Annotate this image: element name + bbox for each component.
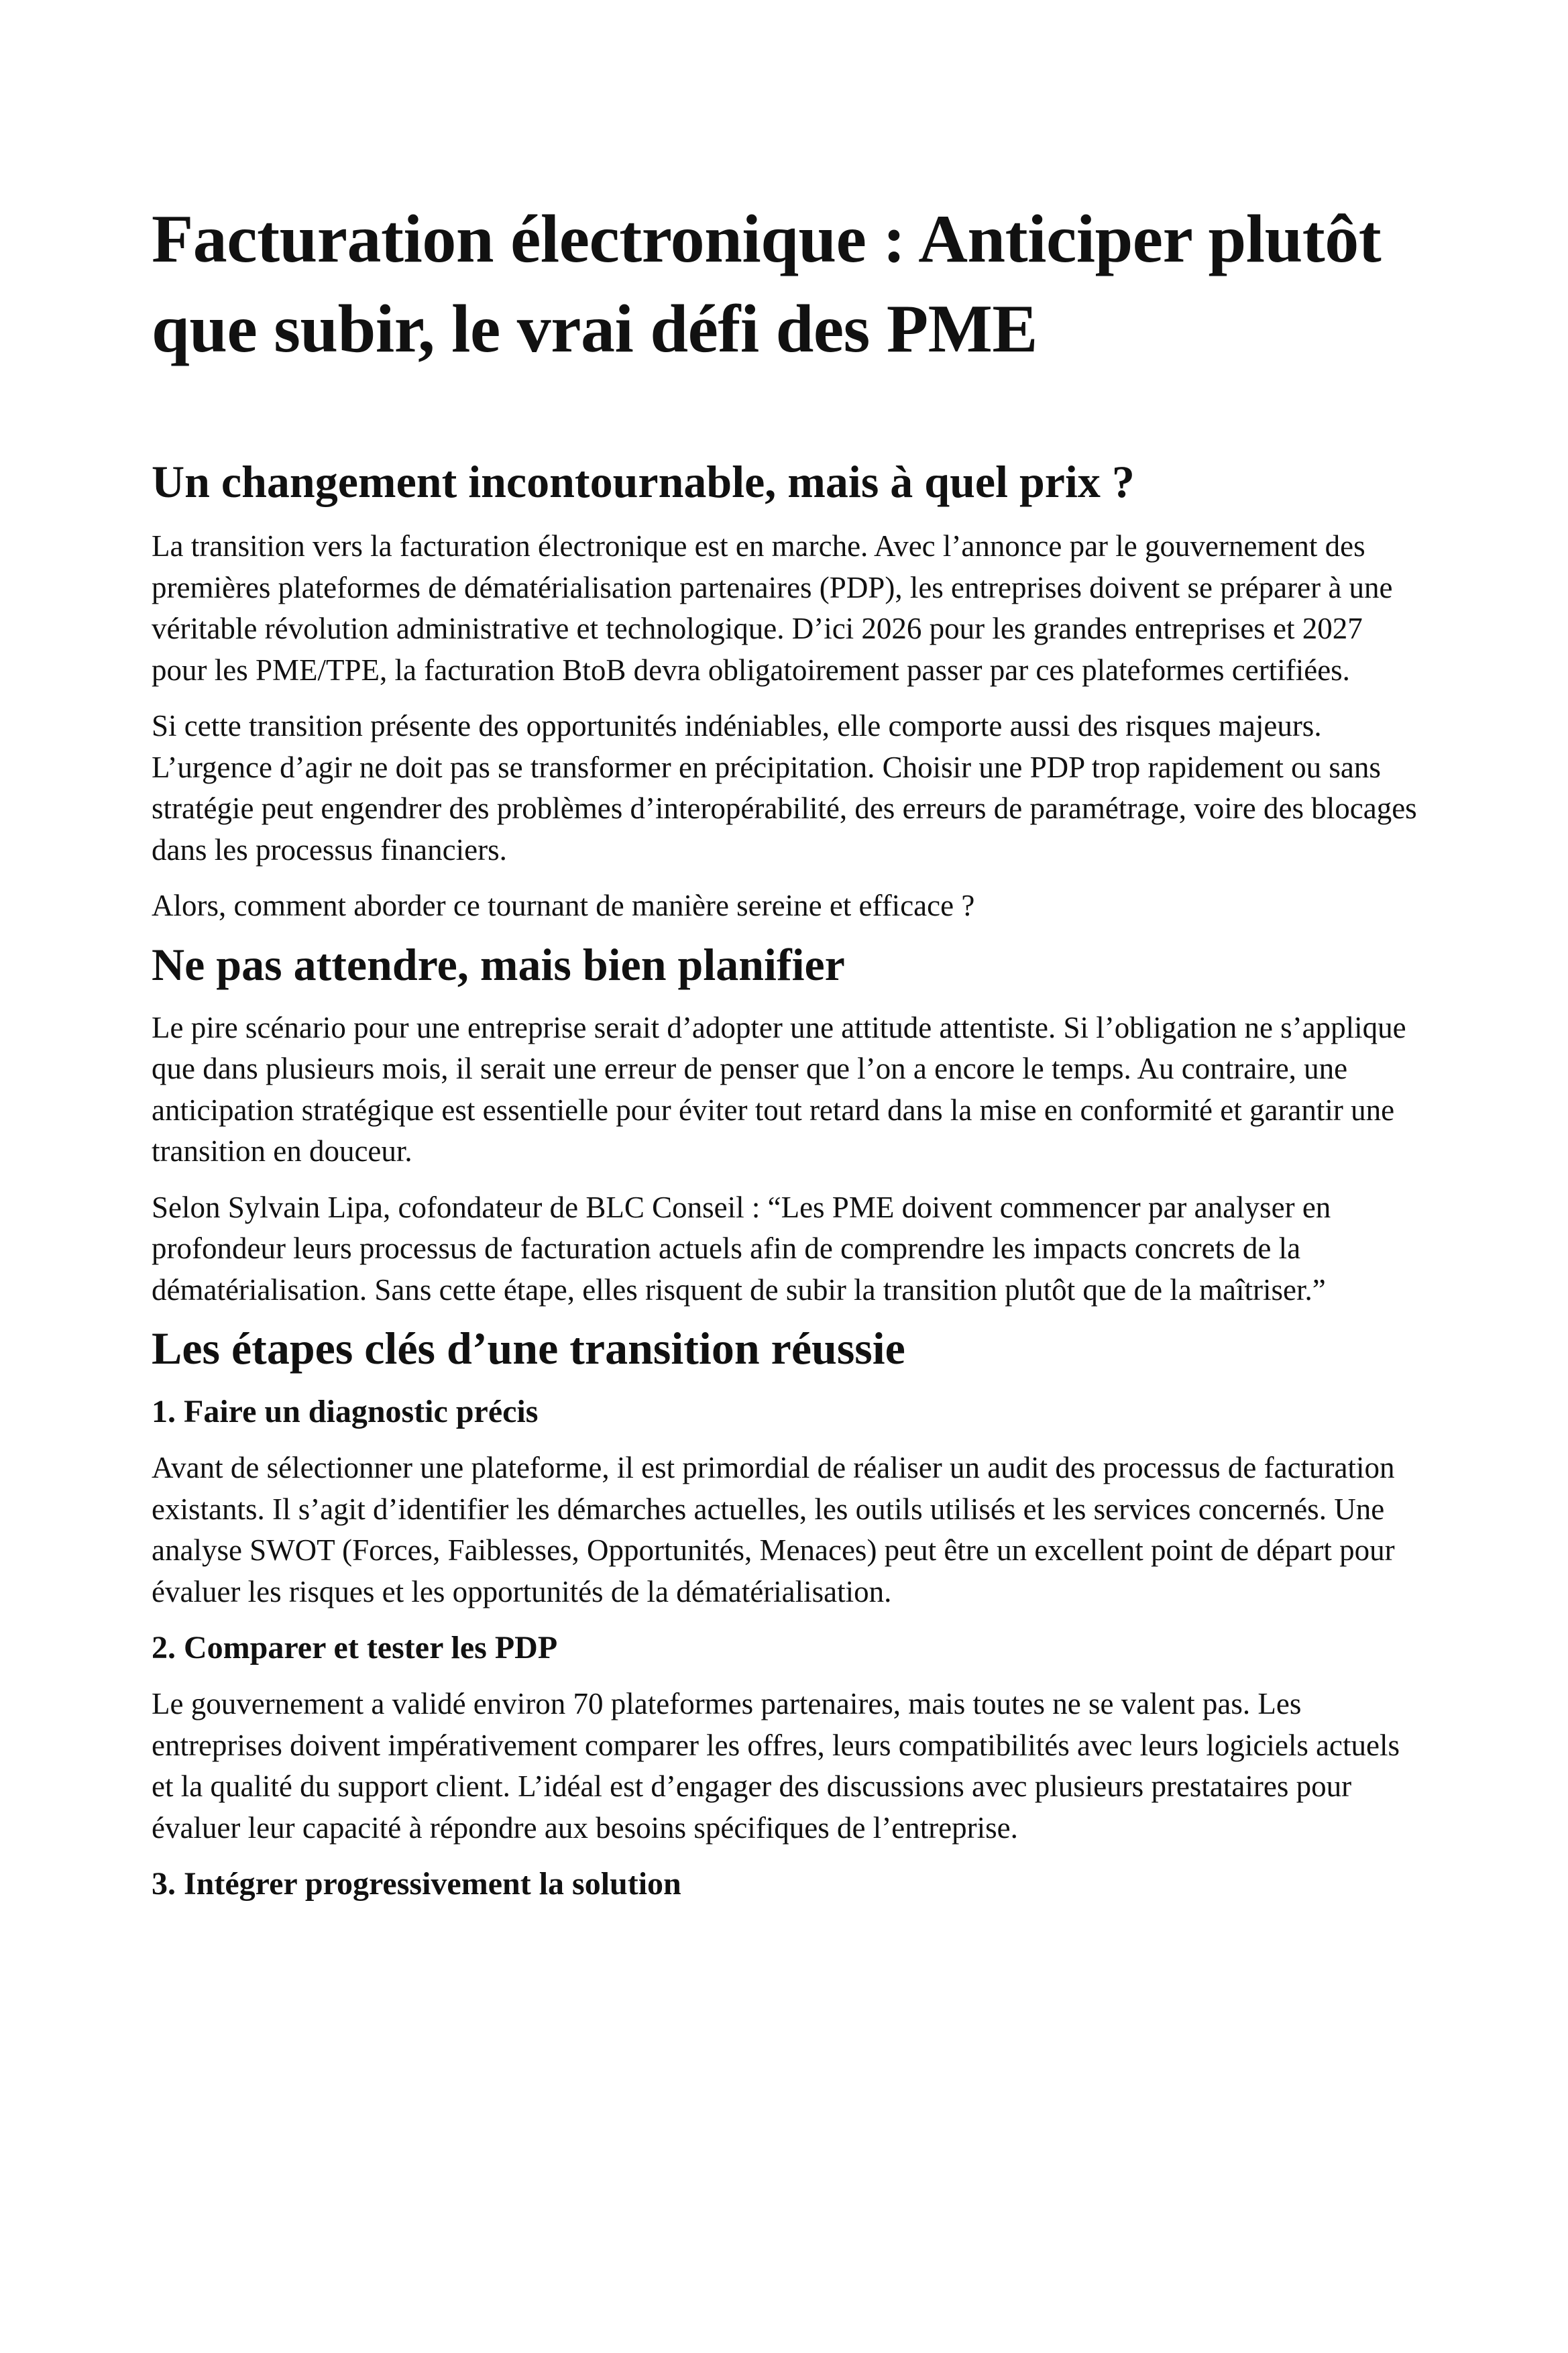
section-heading-changement: Un changement incontournable, mais à quel prix ? <box>152 456 1135 507</box>
document-title: Facturation électronique : Anticiper plutôt que subir, le vrai défi des PME <box>152 201 1382 367</box>
paragraph: Alors, comment aborder ce tournant de manière sereine et efficace ? <box>152 889 975 922</box>
paragraph: Le pire scénario pour une entreprise serait d’adopter une attitude attentiste. Si l’obligation ne s’applique que dans plusieurs mois, il serait une erreur de penser que l’on a encore le temps. Au contraire, une anticipation stratégique est essentielle pour éviter tout retard dans la mise en conformité et garantir une transition en douceur. <box>152 1010 1406 1168</box>
section-heading-etapes: Les étapes clés d’une transition réussie <box>152 1323 905 1374</box>
step-paragraph: Le gouvernement a validé environ 70 plateformes partenaires, mais toutes ne se valent pas. Les entreprises doivent impérativement comparer les offres, leurs compatibilités avec leurs logiciels actuels et la qualité du support client. L’idéal est d’engager des discussions avec plusieurs prestataires pour évaluer leur capacité à répondre aux besoins spécifiques de l’entreprise. <box>152 1687 1400 1845</box>
step-heading-diagnostic: 1. Faire un diagnostic précis <box>152 1394 539 1429</box>
step-paragraph: Avant de sélectionner une plateforme, il est primordial de réaliser un audit des processus de facturation existants. Il s’agit d’identifier les démarches actuelles, les outils utilisés et les services concernés. Une analyse SWOT (Forces, Faiblesses, Opportunités, Menaces) peut être un excellent point de départ pour évaluer les risques et les opportunités de la dématérialisation. <box>152 1451 1395 1608</box>
step-heading-integrer: 3. Intégrer progressivement la solution <box>152 1866 681 1902</box>
section-heading-planifier: Ne pas attendre, mais bien planifier <box>152 938 845 990</box>
paragraph: Si cette transition présente des opportunités indéniables, elle comporte aussi des risques majeurs. L’urgence d’agir ne doit pas se transformer en précipitation. Choisir une PDP trop rapidement ou sans stratégie peut engendrer des problèmes d’interopérabilité, des erreurs de paramétrage, voire des blocages dans les processus financiers. <box>152 709 1417 867</box>
step-heading-comparer: 2. Comparer et tester les PDP <box>152 1630 558 1665</box>
quote-paragraph: Selon Sylvain Lipa, cofondateur de BLC Conseil : “Les PME doivent commencer par analyser en profondeur leurs processus de facturation actuels afin de comprendre les impacts concrets de la dématérialisation. Sans cette étape, elles risquent de subir la transition plutôt que de la maîtriser.” <box>152 1190 1331 1307</box>
paragraph: La transition vers la facturation électronique est en marche. Avec l’annonce par le gouvernement des premières plateformes de dématérialisation partenaires (PDP), les entreprises doivent se préparer à une véritable révolution administrative et technologique. D’ici 2026 pour les grandes entreprises et 2027 pour les PME/TPE, la facturation BtoB devra obligatoirement passer par ces plateformes certifiées. <box>152 529 1393 687</box>
document-page <box>152 195 1419 1920</box>
